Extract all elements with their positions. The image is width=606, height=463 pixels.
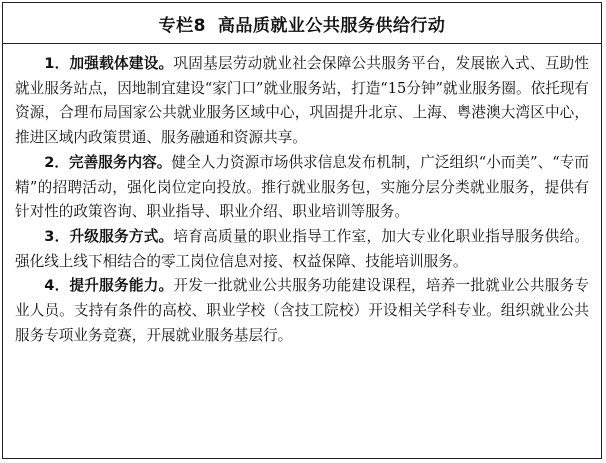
item-2-text: 健全人力资源市场供求信息发布机制，广泛组织“小而美”、“专而精”的招聘活动，强化岗位定向投放。推行就业服务包，实施分层分类就业服务，提供有针对性的政策咨询、职业指导、职业介绍、职业培训等服务。 <box>15 153 590 221</box>
feature-box <box>2 2 602 459</box>
box-header <box>3 3 601 44</box>
item-2-lead: 2．完善服务内容。 <box>44 153 172 171</box>
item-4-text: 开发一批就业公共服务功能建设课程，培养一批就业公共服务专业人员。支持有条件的高校、职业学校（含技工院校）开设相关学科专业。组织就业公共服务专项业务竞赛，开展就业服务基层行。 <box>15 277 589 344</box>
item-1-text: 巩固基层劳动就业社会保障公共服务平台，发展嵌入式、互助性就业服务站点，因地制宜建设“家门口”就业服务站，打造“15分钟”就业服务圈。依托现有资源，合理布局国家公共就业服务区域中心，巩固提升北京、上海、粤港澳大湾区中心，推进区域内政策贯通、服务融通和资源共享。 <box>15 55 589 147</box>
box-label: 专栏8 <box>158 15 206 36</box>
item-2 <box>15 151 589 225</box>
item-4 <box>15 274 589 348</box>
item-3-lead: 3．升级服务方式。 <box>44 227 174 245</box>
box-title: 高品质就业公共服务供给行动 <box>217 15 446 36</box>
item-3 <box>15 225 589 274</box>
box-body <box>3 44 601 348</box>
item-1-lead: 1．加强载体建设。 <box>44 55 174 72</box>
item-1 <box>15 52 589 151</box>
item-3-text: 培育高质量的职业指导工作室，加大专业化职业指导服务供给。强化线上线下相结合的零工岗位信息对接、权益保障、技能培训服务。 <box>15 227 589 270</box>
item-4-lead: 4．提升服务能力。 <box>44 277 174 295</box>
